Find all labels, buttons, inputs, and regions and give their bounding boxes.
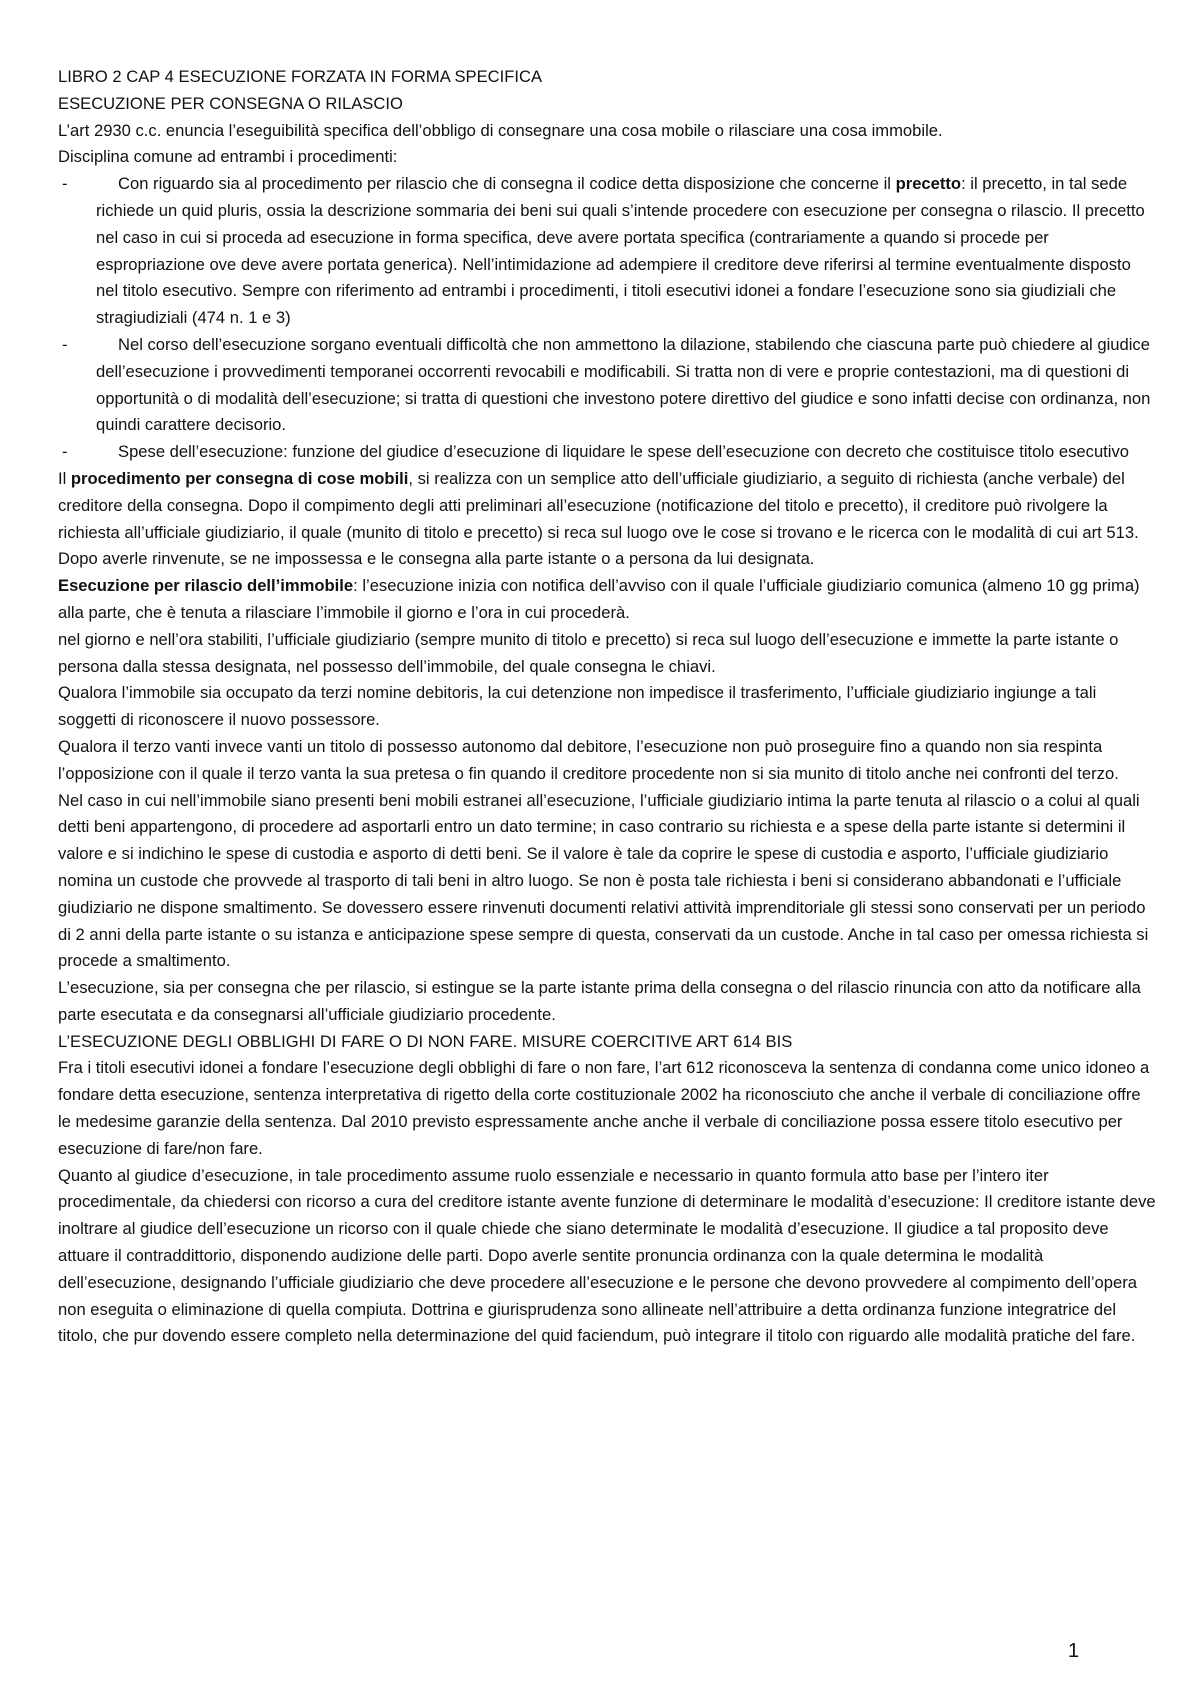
obligations-heading: L’ESECUZIONE DEGLI OBBLIGHI DI FARE O DI NON FARE. MISURE COERCITIVE ART 614 BIS xyxy=(58,1031,793,1051)
appointed-day-paragraph: nel giorno e nell’ora stabiliti, l’ufficiale giudiziario (sempre munito di titolo e precetto) si reca sul luogo dell’esecuzione e immette la parte istante o persona dalla stessa designata, nel possesso dell’immobile, del quale consegna le chiavi. xyxy=(58,629,1119,676)
bullet1-bold-precetto: precetto xyxy=(895,174,962,194)
bullet1-text-before: Con riguardo sia al procedimento per rilascio che di consegna il codice detta disposizione che concerne il xyxy=(118,174,896,194)
execution-judge-paragraph: Quanto al giudice d’esecuzione, in tale procedimento assume ruolo essenziale e necessario in quanto formula atto base per l’intero iter procedimentale, da chiedersi con ricorso a cura del creditore istante avente funzione di determinare le modalità d’esecuzione: Il creditore istante deve inoltrare al giudice dell’esecuzione un ricorso con il quale chiede che siano determinate le modalità d’esecuzione. Il giudice a tal proposito deve attuare il contraddittorio, disponendo audizione delle parti. Dopo averle sentite pronuncia ordinanza con la quale determina le modalità dell’esecuzione, designando l’ufficiale giudiziario che deve procedere all’esecuzione e le persone che devono provvedere al compimento dell’opera non eseguita o eliminazione di quella compiuta. Dottrina e giurisprudenza sono allineate nell’attribuire a detta ordinanza funzione integratrice del titolo, che pur dovendo essere completo nella determinazione del quid faciendum, può integrare il titolo con riguardo alle modalità pratiche del fare. xyxy=(58,1165,1156,1346)
movable-goods-text-before: Il xyxy=(58,468,71,488)
common-discipline-title: Disciplina comune ad entrambi i procedimenti: xyxy=(58,147,398,167)
common-discipline-list xyxy=(58,171,1156,466)
property-release-text: : l’esecuzione inizia con notifica dell’avviso con il quale l’ufficiale giudiziario comunica (almeno 10 gg prima) alla parte, che è tenuta a rilasciare l’immobile il giorno e l’ora in cui procederà. xyxy=(58,576,1140,622)
movable-goods-text-after: , si realizza con un semplice atto dell’ufficiale giudiziario, a seguito di richiesta (anche verbale) del creditore della consegna. Dopo il compimento degli atti preliminari all’esecuzione (notificazione del titolo e precetto), il creditore può rivolgere la richiesta all’ufficiale giudiziario, il quale (munito di titolo e precetto) si reca sul luogo ove le cose si trovano e le ricerca con le modalità di cui art 513. Dopo averle rinvenute, se ne impossessa e le consegna alla parte istante o a persona da lui designata. xyxy=(58,468,1139,569)
third-party-occupants-paragraph: Qualora l’immobile sia occupato da terzi nomine debitoris, la cui detenzione non impedisce il trasferimento, l’ufficiale giudiziario ingiunge a tali soggetti di riconoscere il nuovo possessore. xyxy=(58,683,1097,730)
section-heading: ESECUZIONE PER CONSEGNA O RILASCIO xyxy=(58,93,403,113)
bullet1-text-after: : il precetto, in tal sede richiede un quid pluris, ossia la descrizione sommaria dei beni sui quali s’intende procedere con esecuzione per consegna o rilascio. Il precetto nel caso in cui si proceda ad esecuzione in forma specifica, deve avere portata specifica (contrariamente a quando si procede per espropriazione ove deve avere portata generica). Nell’intimidazione ad adempiere il creditore deve riferirsi al termine eventualmente disposto nel titolo esecutivo. Sempre con riferimento ad entrambi i procedimenti, i titoli esecutivi idonei a fondare l’esecuzione sono sia giudiziali che stragiudiziali (474 n. 1 e 3) xyxy=(96,174,1145,328)
document-body xyxy=(58,64,1156,1350)
list-item xyxy=(58,332,1156,439)
property-release-paragraph xyxy=(58,573,1156,627)
chapter-heading: LIBRO 2 CAP 4 ESECUZIONE FORZATA IN FORMA SPECIFICA xyxy=(58,67,543,86)
list-item xyxy=(58,171,1156,332)
movable-goods-paragraph xyxy=(58,466,1156,573)
property-release-bold: Esecuzione per rilascio dell’immobile xyxy=(58,576,354,596)
intro-paragraph: L’art 2930 c.c. enuncia l’eseguibilità specifica dell’obbligo di consegnare una cosa mobile o rilasciare una cosa immobile. xyxy=(58,120,943,140)
extinction-paragraph: L’esecuzione, sia per consegna che per rilascio, si estingue se la parte istante prima della consegna o del rilascio rinuncia con atto da notificare alla parte esecutata e da consegnarsi all’ufficiale giudiziario procedente. xyxy=(58,978,1141,1024)
third-party-title-paragraph: Qualora il terzo vanti invece vanti un titolo di possesso autonomo dal debitore, l’esecuzione non può proseguire fino a quando non sia respinta l’opposizione con il quale il terzo vanta la sua pretesa o fin quando il creditore procedente non si sia munito di titolo anche nei confronti del terzo. xyxy=(58,736,1119,783)
list-item xyxy=(58,439,1156,466)
foreign-movables-paragraph: Nel caso in cui nell’immobile siano presenti beni mobili estranei all’esecuzione, l’ufficiale giudiziario intima la parte tenuta al rilascio o a colui al quali detti beni appartengono, di procedere ad asportarli entro un dato termine; in caso contrario su richiesta e a spese della parte istante si determini il valore e si indichino le spese di custodia e asporto di detti beni. Se il valore è tale da coprire le spese di custodia e asporto, l’ufficiale giudiziario nomina un custode che provvede al trasporto di tali beni in altro luogo. Se non è posta tale richiesta i beni si considerano abbandonati e l’ufficiale giudiziario ne dispone smaltimento. Se dovessero essere rinvenuti documenti relativi attività imprenditoriale gli stessi sono conservati per un periodo di 2 anni della parte istante o su istanza e anticipazione spese sempre di questa, conservati da un custode. Anche in tal caso per omessa richiesta si procede a smaltimento. xyxy=(58,790,1149,971)
bullet3-text: Spese dell’esecuzione: funzione del giudice d’esecuzione di liquidare le spese dell’esecuzione con decreto che costituisce titolo esecutivo xyxy=(118,442,1130,462)
enforceable-titles-paragraph: Fra i titoli esecutivi idonei a fondare l’esecuzione degli obblighi di fare o non fare, l’art 612 riconosceva la sentenza di condanna come unico idoneo a fondare detta esecuzione, sentenza interpretativa di rigetto della corte costituzionale 2002 ha riconosciuto che anche il verbale di conciliazione offre le medesime garanzie della sentenza. Dal 2010 previsto espressamente anche anche il verbale di conciliazione possa essere titolo esecutivo per esecuzione di fare/non fare. xyxy=(58,1058,1150,1158)
page-number: 1 xyxy=(1068,1640,1080,1662)
bullet2-text: Nel corso dell’esecuzione sorgano eventuali difficoltà che non ammettono la dilazione, stabilendo che ciascuna parte può chiedere al giudice dell’esecuzione i provvedimenti temporanei occorrenti revocabili e modificabili. Si tratta non di vere e proprie contestazioni, ma di questioni di opportunità o di modalità dell’esecuzione; si tratta di questioni che investono potere direttivo del giudice e sono infatti decise con ordinanza, non quindi carattere decisorio. xyxy=(96,334,1151,435)
movable-goods-bold: procedimento per consegna di cose mobili xyxy=(70,468,409,488)
